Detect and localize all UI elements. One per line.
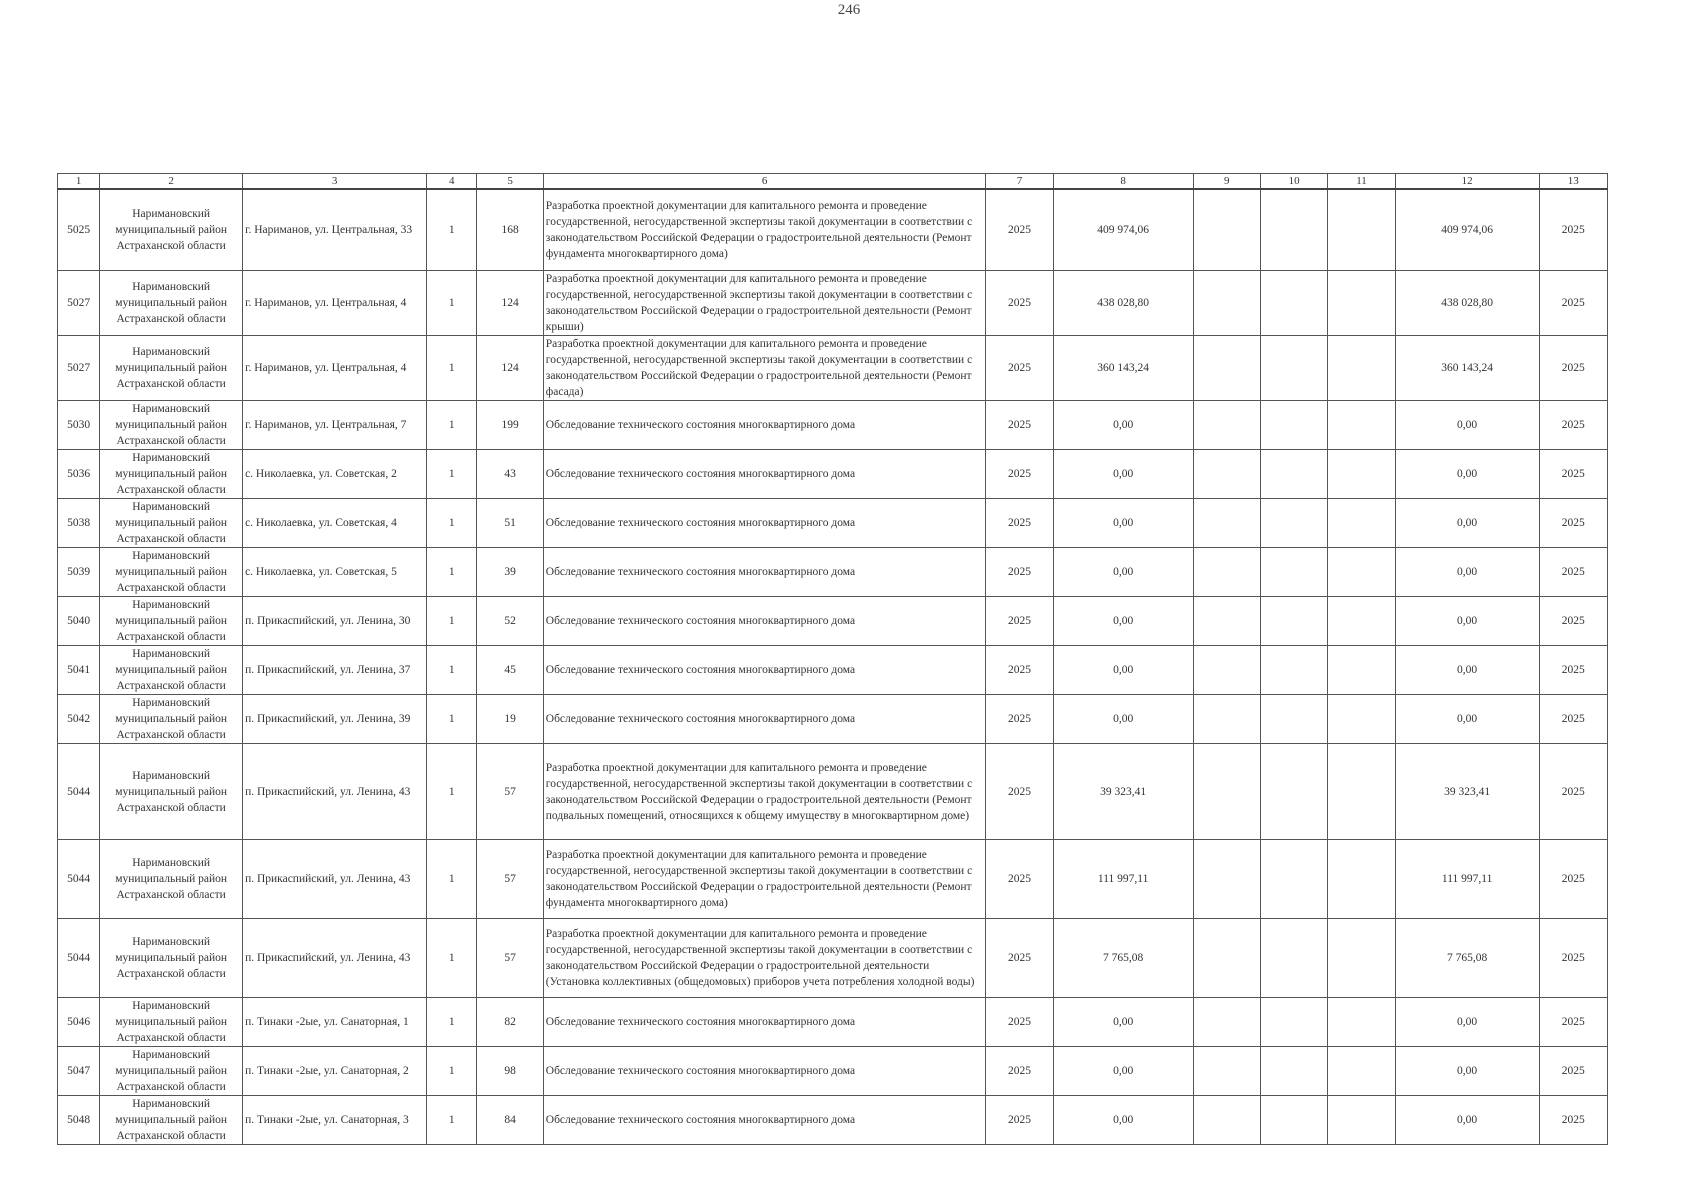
district-cell: Наримановский муниципальный район Астраханской области xyxy=(100,499,243,548)
table-row xyxy=(58,271,1608,336)
column-header: 11 xyxy=(1328,174,1395,190)
table-row xyxy=(58,919,1608,998)
completion-year-cell: 2025 xyxy=(1539,695,1607,744)
district-cell: Наримановский муниципальный район Астраханской области xyxy=(100,1096,243,1145)
address-cell: с. Николаевка, ул. Советская, 5 xyxy=(243,548,427,597)
column-5-cell: 57 xyxy=(477,744,543,840)
column-5-cell: 124 xyxy=(477,271,543,336)
work-type-cell: Обследование технического состояния многоквартирного дома xyxy=(543,1047,986,1096)
column-9-cell xyxy=(1193,840,1260,919)
address-cell: п. Тинаки -2ые, ул. Санаторная, 1 xyxy=(243,998,427,1047)
district-cell: Наримановский муниципальный район Астраханской области xyxy=(100,919,243,998)
column-5-cell: 199 xyxy=(477,401,543,450)
total-amount-cell: 0,00 xyxy=(1395,998,1539,1047)
total-amount-cell: 438 028,80 xyxy=(1395,271,1539,336)
work-type-cell: Обследование технического состояния многоквартирного дома xyxy=(543,998,986,1047)
column-10-cell xyxy=(1260,919,1327,998)
row-number-cell: 5036 xyxy=(58,450,100,499)
column-4-cell: 1 xyxy=(427,271,477,336)
work-type-cell: Разработка проектной документации для капитального ремонта и проведение государственной, негосударственной экспертизы такой документации в соответствии с законодательством Российской Федерации о градостроительной деятельности (Ремонт подвальных помещений, относящихся к общему имуществу в многоквартирном доме) xyxy=(543,744,986,840)
table-row xyxy=(58,695,1608,744)
column-10-cell xyxy=(1260,840,1327,919)
amount-cell: 0,00 xyxy=(1053,1096,1193,1145)
total-amount-cell: 7 765,08 xyxy=(1395,919,1539,998)
column-9-cell xyxy=(1193,646,1260,695)
work-type-cell: Разработка проектной документации для капитального ремонта и проведение государственной, негосударственной экспертизы такой документации в соответствии с законодательством Российской Федерации о градостроительной деятельности (Ремонт фасада) xyxy=(543,336,986,401)
address-cell: п. Прикаспийский, ул. Ленина, 39 xyxy=(243,695,427,744)
column-11-cell xyxy=(1328,919,1395,998)
column-5-cell: 51 xyxy=(477,499,543,548)
completion-year-cell: 2025 xyxy=(1539,450,1607,499)
column-5-cell: 82 xyxy=(477,998,543,1047)
column-5-cell: 98 xyxy=(477,1047,543,1096)
year-cell: 2025 xyxy=(986,597,1053,646)
year-cell: 2025 xyxy=(986,840,1053,919)
column-9-cell xyxy=(1193,919,1260,998)
completion-year-cell: 2025 xyxy=(1539,336,1607,401)
row-number-cell: 5044 xyxy=(58,840,100,919)
table-row xyxy=(58,646,1608,695)
total-amount-cell: 0,00 xyxy=(1395,450,1539,499)
column-header: 7 xyxy=(986,174,1053,190)
column-10-cell xyxy=(1260,189,1327,271)
work-type-cell: Обследование технического состояния многоквартирного дома xyxy=(543,499,986,548)
amount-cell: 0,00 xyxy=(1053,998,1193,1047)
column-5-cell: 52 xyxy=(477,597,543,646)
completion-year-cell: 2025 xyxy=(1539,1047,1607,1096)
amount-cell: 0,00 xyxy=(1053,695,1193,744)
column-header: 3 xyxy=(243,174,427,190)
column-4-cell: 1 xyxy=(427,189,477,271)
work-type-cell: Разработка проектной документации для капитального ремонта и проведение государственной, негосударственной экспертизы такой документации в соответствии с законодательством Российской Федерации о градостроительной деятельности (Ремонт фундамента многоквартирного дома) xyxy=(543,840,986,919)
address-cell: г. Нариманов, ул. Центральная, 33 xyxy=(243,189,427,271)
column-4-cell: 1 xyxy=(427,401,477,450)
column-5-cell: 124 xyxy=(477,336,543,401)
address-cell: с. Николаевка, ул. Советская, 2 xyxy=(243,450,427,499)
column-11-cell xyxy=(1328,189,1395,271)
year-cell: 2025 xyxy=(986,499,1053,548)
work-type-cell: Разработка проектной документации для капитального ремонта и проведение государственной, негосударственной экспертизы такой документации в соответствии с законодательством Российской Федерации о градостроительной деятельности (Установка коллективных (общедомовых) приборов учета потребления холодной воды) xyxy=(543,919,986,998)
column-4-cell: 1 xyxy=(427,499,477,548)
column-9-cell xyxy=(1193,450,1260,499)
amount-cell: 0,00 xyxy=(1053,1047,1193,1096)
column-11-cell xyxy=(1328,450,1395,499)
total-amount-cell: 39 323,41 xyxy=(1395,744,1539,840)
column-5-cell: 45 xyxy=(477,646,543,695)
column-header: 8 xyxy=(1053,174,1193,190)
table-header xyxy=(58,174,1608,190)
column-10-cell xyxy=(1260,646,1327,695)
column-header: 4 xyxy=(427,174,477,190)
completion-year-cell: 2025 xyxy=(1539,401,1607,450)
table-row xyxy=(58,499,1608,548)
column-11-cell xyxy=(1328,840,1395,919)
amount-cell: 0,00 xyxy=(1053,499,1193,548)
row-number-cell: 5039 xyxy=(58,548,100,597)
total-amount-cell: 0,00 xyxy=(1395,597,1539,646)
column-number-row xyxy=(58,174,1608,190)
column-header: 2 xyxy=(100,174,243,190)
year-cell: 2025 xyxy=(986,189,1053,271)
address-cell: п. Прикаспийский, ул. Ленина, 43 xyxy=(243,744,427,840)
amount-cell: 39 323,41 xyxy=(1053,744,1193,840)
total-amount-cell: 0,00 xyxy=(1395,646,1539,695)
amount-cell: 409 974,06 xyxy=(1053,189,1193,271)
year-cell: 2025 xyxy=(986,336,1053,401)
work-type-cell: Разработка проектной документации для капитального ремонта и проведение государственной, негосударственной экспертизы такой документации в соответствии с законодательством Российской Федерации о градостроительной деятельности (Ремонт фундамента многоквартирного дома) xyxy=(543,189,986,271)
district-cell: Наримановский муниципальный район Астраханской области xyxy=(100,1047,243,1096)
total-amount-cell: 360 143,24 xyxy=(1395,336,1539,401)
district-cell: Наримановский муниципальный район Астраханской области xyxy=(100,646,243,695)
column-11-cell xyxy=(1328,401,1395,450)
table-row xyxy=(58,1047,1608,1096)
table-row xyxy=(58,597,1608,646)
completion-year-cell: 2025 xyxy=(1539,189,1607,271)
address-cell: г. Нариманов, ул. Центральная, 7 xyxy=(243,401,427,450)
work-type-cell: Обследование технического состояния многоквартирного дома xyxy=(543,450,986,499)
column-header: 10 xyxy=(1260,174,1327,190)
year-cell: 2025 xyxy=(986,450,1053,499)
column-11-cell xyxy=(1328,1096,1395,1145)
column-5-cell: 39 xyxy=(477,548,543,597)
district-cell: Наримановский муниципальный район Астраханской области xyxy=(100,998,243,1047)
column-10-cell xyxy=(1260,499,1327,548)
column-9-cell xyxy=(1193,1047,1260,1096)
column-5-cell: 57 xyxy=(477,919,543,998)
work-type-cell: Обследование технического состояния многоквартирного дома xyxy=(543,646,986,695)
row-number-cell: 5048 xyxy=(58,1096,100,1145)
table-row xyxy=(58,401,1608,450)
column-9-cell xyxy=(1193,998,1260,1047)
column-5-cell: 84 xyxy=(477,1096,543,1145)
amount-cell: 0,00 xyxy=(1053,646,1193,695)
row-number-cell: 5027 xyxy=(58,271,100,336)
row-number-cell: 5044 xyxy=(58,919,100,998)
amount-cell: 111 997,11 xyxy=(1053,840,1193,919)
column-11-cell xyxy=(1328,646,1395,695)
year-cell: 2025 xyxy=(986,919,1053,998)
column-11-cell xyxy=(1328,336,1395,401)
total-amount-cell: 0,00 xyxy=(1395,1047,1539,1096)
column-10-cell xyxy=(1260,1047,1327,1096)
column-10-cell xyxy=(1260,450,1327,499)
column-5-cell: 168 xyxy=(477,189,543,271)
district-cell: Наримановский муниципальный район Астраханской области xyxy=(100,840,243,919)
column-4-cell: 1 xyxy=(427,646,477,695)
column-4-cell: 1 xyxy=(427,840,477,919)
column-header: 9 xyxy=(1193,174,1260,190)
total-amount-cell: 409 974,06 xyxy=(1395,189,1539,271)
column-10-cell xyxy=(1260,401,1327,450)
district-cell: Наримановский муниципальный район Астраханской области xyxy=(100,548,243,597)
column-4-cell: 1 xyxy=(427,336,477,401)
column-9-cell xyxy=(1193,1096,1260,1145)
completion-year-cell: 2025 xyxy=(1539,499,1607,548)
year-cell: 2025 xyxy=(986,401,1053,450)
column-11-cell xyxy=(1328,1047,1395,1096)
column-9-cell xyxy=(1193,271,1260,336)
year-cell: 2025 xyxy=(986,1047,1053,1096)
address-cell: п. Тинаки -2ые, ул. Санаторная, 3 xyxy=(243,1096,427,1145)
row-number-cell: 5027 xyxy=(58,336,100,401)
year-cell: 2025 xyxy=(986,744,1053,840)
year-cell: 2025 xyxy=(986,695,1053,744)
column-11-cell xyxy=(1328,695,1395,744)
district-cell: Наримановский муниципальный район Астраханской области xyxy=(100,401,243,450)
column-10-cell xyxy=(1260,336,1327,401)
column-11-cell xyxy=(1328,548,1395,597)
column-11-cell xyxy=(1328,597,1395,646)
year-cell: 2025 xyxy=(986,548,1053,597)
address-cell: п. Прикаспийский, ул. Ленина, 43 xyxy=(243,919,427,998)
address-cell: п. Прикаспийский, ул. Ленина, 30 xyxy=(243,597,427,646)
amount-cell: 0,00 xyxy=(1053,597,1193,646)
column-9-cell xyxy=(1193,744,1260,840)
row-number-cell: 5044 xyxy=(58,744,100,840)
column-10-cell xyxy=(1260,695,1327,744)
page-number: 246 xyxy=(837,2,861,18)
column-9-cell xyxy=(1193,548,1260,597)
work-type-cell: Обследование технического состояния многоквартирного дома xyxy=(543,548,986,597)
completion-year-cell: 2025 xyxy=(1539,998,1607,1047)
column-header: 5 xyxy=(477,174,543,190)
column-9-cell xyxy=(1193,401,1260,450)
total-amount-cell: 0,00 xyxy=(1395,1096,1539,1145)
amount-cell: 438 028,80 xyxy=(1053,271,1193,336)
column-10-cell xyxy=(1260,548,1327,597)
row-number-cell: 5038 xyxy=(58,499,100,548)
column-9-cell xyxy=(1193,499,1260,548)
table-row xyxy=(58,998,1608,1047)
column-10-cell xyxy=(1260,744,1327,840)
table-row xyxy=(58,548,1608,597)
year-cell: 2025 xyxy=(986,998,1053,1047)
year-cell: 2025 xyxy=(986,271,1053,336)
total-amount-cell: 0,00 xyxy=(1395,401,1539,450)
column-10-cell xyxy=(1260,597,1327,646)
amount-cell: 360 143,24 xyxy=(1053,336,1193,401)
completion-year-cell: 2025 xyxy=(1539,919,1607,998)
total-amount-cell: 0,00 xyxy=(1395,695,1539,744)
amount-cell: 0,00 xyxy=(1053,548,1193,597)
table-row xyxy=(58,840,1608,919)
row-number-cell: 5042 xyxy=(58,695,100,744)
column-5-cell: 19 xyxy=(477,695,543,744)
table-row xyxy=(58,189,1608,271)
address-cell: г. Нариманов, ул. Центральная, 4 xyxy=(243,271,427,336)
total-amount-cell: 0,00 xyxy=(1395,499,1539,548)
completion-year-cell: 2025 xyxy=(1539,597,1607,646)
row-number-cell: 5030 xyxy=(58,401,100,450)
row-number-cell: 5046 xyxy=(58,998,100,1047)
column-10-cell xyxy=(1260,271,1327,336)
table-row xyxy=(58,336,1608,401)
year-cell: 2025 xyxy=(986,646,1053,695)
column-4-cell: 1 xyxy=(427,450,477,499)
column-5-cell: 43 xyxy=(477,450,543,499)
amount-cell: 0,00 xyxy=(1053,401,1193,450)
column-4-cell: 1 xyxy=(427,919,477,998)
work-type-cell: Обследование технического состояния многоквартирного дома xyxy=(543,695,986,744)
column-9-cell xyxy=(1193,336,1260,401)
district-cell: Наримановский муниципальный район Астраханской области xyxy=(100,336,243,401)
amount-cell: 0,00 xyxy=(1053,450,1193,499)
completion-year-cell: 2025 xyxy=(1539,744,1607,840)
column-9-cell xyxy=(1193,597,1260,646)
district-cell: Наримановский муниципальный район Астраханской области xyxy=(100,695,243,744)
address-cell: п. Тинаки -2ые, ул. Санаторная, 2 xyxy=(243,1047,427,1096)
column-4-cell: 1 xyxy=(427,597,477,646)
table-row xyxy=(58,1096,1608,1145)
address-cell: г. Нариманов, ул. Центральная, 4 xyxy=(243,336,427,401)
column-11-cell xyxy=(1328,271,1395,336)
address-cell: п. Прикаспийский, ул. Ленина, 37 xyxy=(243,646,427,695)
year-cell: 2025 xyxy=(986,1096,1053,1145)
column-10-cell xyxy=(1260,998,1327,1047)
column-4-cell: 1 xyxy=(427,1096,477,1145)
work-type-cell: Обследование технического состояния многоквартирного дома xyxy=(543,401,986,450)
district-cell: Наримановский муниципальный район Астраханской области xyxy=(100,189,243,271)
district-cell: Наримановский муниципальный район Астраханской области xyxy=(100,450,243,499)
total-amount-cell: 0,00 xyxy=(1395,548,1539,597)
table-row xyxy=(58,450,1608,499)
address-cell: с. Николаевка, ул. Советская, 4 xyxy=(243,499,427,548)
column-4-cell: 1 xyxy=(427,1047,477,1096)
column-9-cell xyxy=(1193,189,1260,271)
column-11-cell xyxy=(1328,998,1395,1047)
row-number-cell: 5047 xyxy=(58,1047,100,1096)
column-9-cell xyxy=(1193,695,1260,744)
amount-cell: 7 765,08 xyxy=(1053,919,1193,998)
column-10-cell xyxy=(1260,1096,1327,1145)
row-number-cell: 5040 xyxy=(58,597,100,646)
total-amount-cell: 111 997,11 xyxy=(1395,840,1539,919)
column-11-cell xyxy=(1328,499,1395,548)
district-cell: Наримановский муниципальный район Астраханской области xyxy=(100,271,243,336)
completion-year-cell: 2025 xyxy=(1539,548,1607,597)
column-11-cell xyxy=(1328,744,1395,840)
address-cell: п. Прикаспийский, ул. Ленина, 43 xyxy=(243,840,427,919)
column-header: 12 xyxy=(1395,174,1539,190)
column-4-cell: 1 xyxy=(427,548,477,597)
district-cell: Наримановский муниципальный район Астраханской области xyxy=(100,744,243,840)
column-5-cell: 57 xyxy=(477,840,543,919)
completion-year-cell: 2025 xyxy=(1539,646,1607,695)
table-body xyxy=(58,189,1608,1145)
row-number-cell: 5041 xyxy=(58,646,100,695)
completion-year-cell: 2025 xyxy=(1539,1096,1607,1145)
capital-repair-table xyxy=(57,173,1608,1145)
column-header: 6 xyxy=(543,174,986,190)
district-cell: Наримановский муниципальный район Астраханской области xyxy=(100,597,243,646)
work-type-cell: Разработка проектной документации для капитального ремонта и проведение государственной, негосударственной экспертизы такой документации в соответствии с законодательством Российской Федерации о градостроительной деятельности (Ремонт крыши) xyxy=(543,271,986,336)
row-number-cell: 5025 xyxy=(58,189,100,271)
table-row xyxy=(58,744,1608,840)
column-4-cell: 1 xyxy=(427,744,477,840)
column-header: 13 xyxy=(1539,174,1607,190)
work-type-cell: Обследование технического состояния многоквартирного дома xyxy=(543,597,986,646)
column-4-cell: 1 xyxy=(427,998,477,1047)
column-4-cell: 1 xyxy=(427,695,477,744)
completion-year-cell: 2025 xyxy=(1539,840,1607,919)
work-type-cell: Обследование технического состояния многоквартирного дома xyxy=(543,1096,986,1145)
completion-year-cell: 2025 xyxy=(1539,271,1607,336)
column-header: 1 xyxy=(58,174,100,190)
